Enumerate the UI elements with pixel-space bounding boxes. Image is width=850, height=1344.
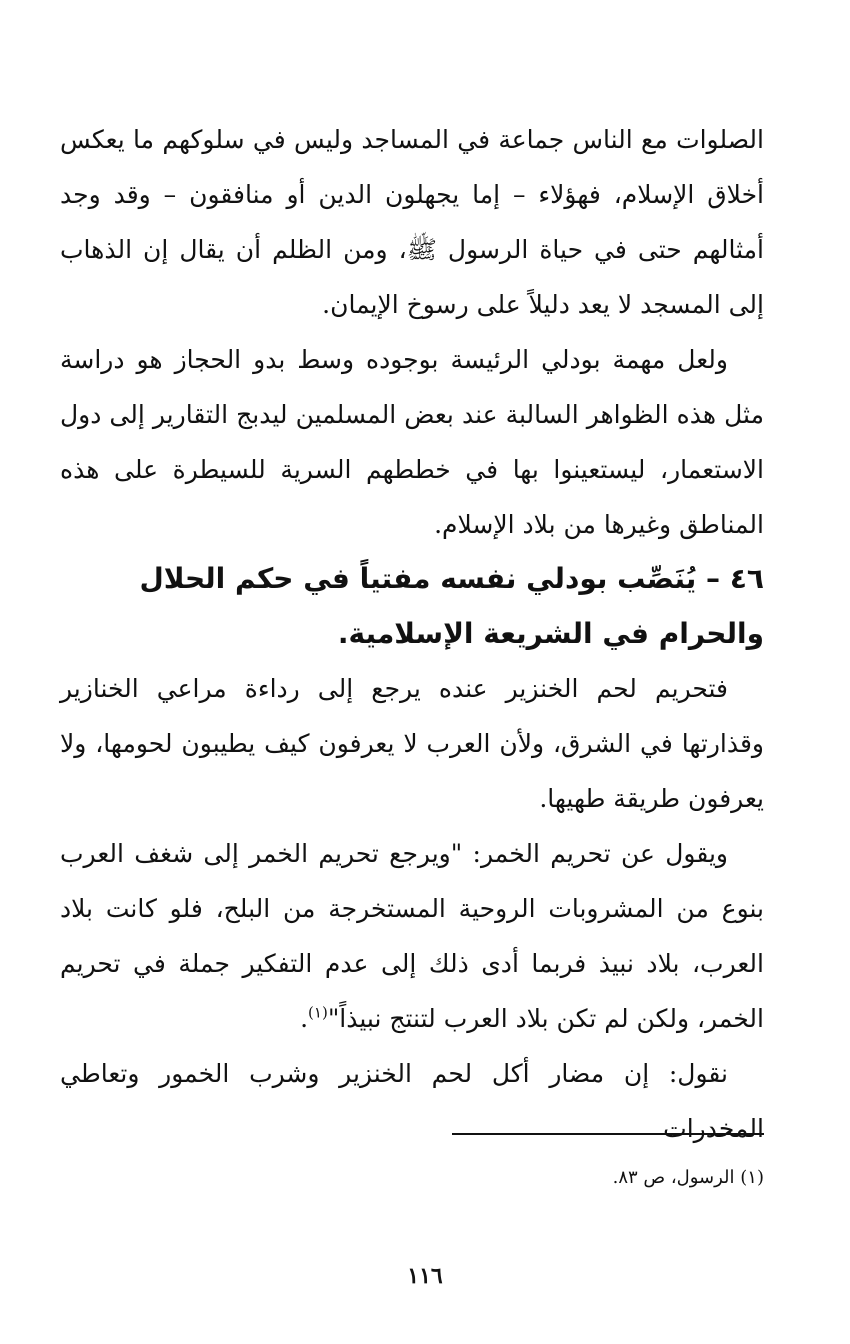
paragraph-bodley-mission: ولعل مهمة بودلي الرئيسة بوجوده وسط بدو الحجاز هو دراسة مثل هذه الظواهر السالبة عند بعض المسلمين ليدبج التقارير إلى دول الاستعمار، ليستعينوا بها في خططهم السرية للسيطرة على هذه المناطق وغيرها من بلاد الإسلام. (60, 345, 764, 539)
paragraph-mosque-prayers: الصلوات مع الناس جماعة في المساجد وليس في سلوكهم ما يعكس أخلاق الإسلام، فهؤلاء – إما يجهلون الدين أو منافقون – وقد وجد أمثالهم حتى في حياة الرسول ﷺ، ومن الظلم أن يقال إن الذهاب إلى المسجد لا يعد دليلاً على رسوخ الإيمان. (60, 125, 764, 319)
paragraph-pork-prohibition: فتحريم لحم الخنزير عنده يرجع إلى رداءة مراعي الخنازير وقذارتها في الشرق، ولأن العرب لا يعرفون كيف يطيبون لحومها، ولا يعرفون طريقة طهيها. (60, 674, 764, 813)
footnote-divider (452, 1133, 764, 1135)
wine-quote-text: ويقول عن تحريم الخمر: "ويرجع تحريم الخمر إلى شغف العرب بنوع من المشروبات الروحية المستخرجة من البلح، فلو كانت بلاد العرب، بلاد نبيذ فربما أدى ذلك إلى عدم التفكير جملة في تحريم الخمر، ولكن لم تكن بلاد العرب لتنتج نبيذاً" (60, 839, 764, 1033)
footnote-reference-tail: . (300, 1004, 309, 1033)
footnote-reference[interactable]: (١) (308, 1003, 328, 1022)
section-heading-46: ٤٦ – يُنَصِّب بودلي نفسه مفتياً في حكم الحلال والحرام في الشريعة الإسلامية. (139, 562, 764, 650)
footnote-text: (١) الرسول، ص ٨٣. (612, 1167, 764, 1188)
paragraph-wine-prohibition (60, 826, 764, 1046)
paragraph-harms: نقول: إن مضار أكل لحم الخنزير وشرب الخمور وتعاطي المخدرات (60, 1059, 764, 1143)
page-number: ١١٦ (407, 1263, 443, 1289)
